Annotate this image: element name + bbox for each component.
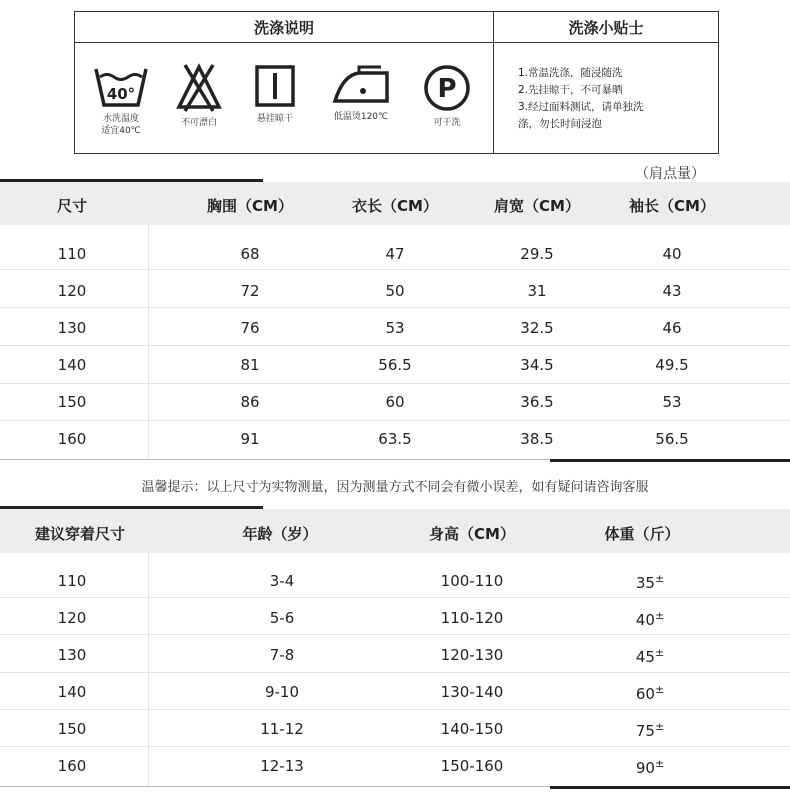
header-shoulder: 肩宽（CM） [494, 197, 580, 215]
tip-line: 1.常温洗涤，随浸随洗 [518, 67, 623, 79]
dry-clean-caption: 可干洗 [433, 118, 461, 128]
row-divider [0, 383, 790, 384]
header-chest: 胸围（CM） [207, 197, 293, 215]
care-icon-hang-dry [235, 63, 315, 125]
wash-tips-list [494, 43, 668, 133]
table-bottom-bar [550, 459, 790, 462]
svg-text:40°: 40° [106, 85, 136, 103]
care-icon-wash [81, 63, 161, 137]
hang-dry-caption: 悬挂晾干 [256, 114, 293, 124]
tip-line: 涤，勿长时间浸泡 [518, 118, 602, 130]
size-table-header [0, 182, 790, 225]
header-height: 身高（CM） [429, 525, 515, 543]
wash-tub-icon [92, 63, 150, 109]
dry-clean-icon [422, 63, 472, 113]
header-sleeve: 袖长（CM） [629, 197, 715, 215]
fit-table-header [0, 509, 790, 553]
care-icons-row [75, 43, 493, 153]
row-divider [0, 672, 790, 673]
tip-line: 2.先挂晾干，不可暴晒 [518, 84, 623, 96]
wash-tips-title: 洗涤小贴士 [494, 12, 718, 43]
wash-instructions-panel [75, 12, 494, 153]
header-length: 衣长（CM） [352, 197, 438, 215]
iron-icon [329, 63, 393, 107]
header-recommended-size: 建议穿着尺寸 [34, 525, 126, 543]
header-size: 尺寸 [56, 197, 88, 215]
size-table-divider [148, 225, 149, 459]
wash-instructions-title: 洗涤说明 [75, 12, 493, 43]
header-weight: 体重（斤） [604, 525, 680, 543]
row-divider [0, 345, 790, 346]
row-divider [0, 746, 790, 747]
row-divider [0, 269, 790, 270]
row-divider [0, 709, 790, 710]
row-divider [0, 307, 790, 308]
care-icon-iron [321, 63, 401, 123]
no-bleach-icon [175, 63, 223, 113]
care-icon-dry-clean [407, 63, 487, 129]
row-divider [0, 634, 790, 635]
table-bottom-bar [550, 786, 790, 789]
measurement-notice: 温馨提示：以上尺寸为实物测量，因为测量方式不同会有微小误差，如有疑问请咨询客服 [141, 480, 649, 495]
hang-dry-icon [253, 63, 297, 109]
iron-caption: 低温烫120℃ [333, 112, 389, 122]
header-age: 年龄（岁） [242, 525, 318, 543]
wash-tips-panel [494, 12, 718, 153]
fit-table-divider [148, 553, 149, 786]
shoulder-point-note: （肩点量） [635, 166, 705, 182]
row-divider [0, 597, 790, 598]
care-icon-no-bleach [159, 63, 239, 129]
tip-line: 3.经过面料测试，请单独洗 [518, 101, 644, 113]
wash-caption: 水洗温度 适宜40℃ [101, 114, 141, 136]
svg-text:P: P [437, 74, 457, 104]
no-bleach-caption: 不可漂白 [180, 118, 217, 128]
care-instructions-box [74, 11, 719, 154]
row-divider [0, 420, 790, 421]
